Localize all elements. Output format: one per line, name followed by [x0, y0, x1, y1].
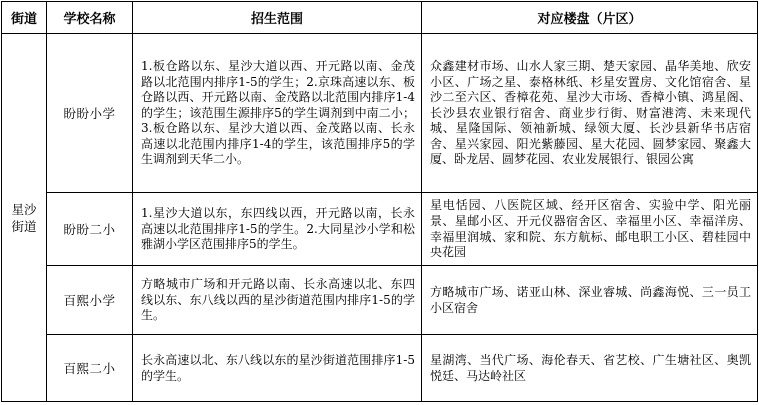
range-text: 长永高速以北、东八线以东的星沙街道范围排序1-5的学生。	[141, 352, 415, 383]
table-row	[2, 193, 758, 266]
estates-cell	[422, 266, 758, 335]
header-school: 学校名称	[47, 2, 133, 34]
estates-cell	[422, 335, 758, 402]
estates-text: 星湖湾、当代广场、海伦春天、省艺校、广生塘社区、奥凯悦廷、马达岭社区	[430, 352, 751, 383]
range-text: 方略城市广场和开元路以南、长永高速以北、东四线以东、东八线以西的星沙街道范围内排序1-5的学生。	[141, 277, 415, 323]
street-name: 星沙街道	[11, 201, 37, 234]
enrollment-table	[1, 1, 758, 402]
range-cell	[133, 266, 422, 335]
school-name: 百熙小学	[47, 266, 133, 335]
header-estates: 对应楼盘（片区）	[422, 2, 758, 34]
school-name: 百熙二小	[47, 335, 133, 402]
range-cell	[133, 335, 422, 402]
table-row	[2, 335, 758, 402]
estates-cell	[422, 193, 758, 266]
school-name: 盼盼小学	[47, 34, 133, 193]
street-cell	[2, 34, 47, 402]
table-row	[2, 34, 758, 193]
header-row	[2, 2, 758, 34]
estates-text: 众鑫建材市场、山水人家三期、楚天家园、晶华美地、欣安小区、广场之星、泰格林纸、杉星安置房、文化馆宿舍、星沙二至六区、香樟花苑、星沙大市场、香樟小镇、鸿星阁、长沙县农业银行宿舍、商业步行街、财富港湾、未来现代城、星隆国际、领袖新城、绿领大厦、长沙县新华书店宿舍、星兴家园、阳光紫藤园、星大花园、圆梦家园、聚鑫大厦、卧龙居、圆梦花园、农业发展银行、银园公寓	[430, 58, 751, 167]
school-name: 盼盼二小	[47, 193, 133, 266]
estates-cell	[422, 34, 758, 193]
range-cell	[133, 34, 422, 193]
header-range: 招生范围	[133, 2, 422, 34]
range-cell	[133, 193, 422, 266]
table-row	[2, 266, 758, 335]
range-text: 1.板仓路以东、星沙大道以西、开元路以南、金茂路以北范围内排序1-5的学生；2.京珠高速以东、板仓路以西、开元路以南、金茂路以北范围内排序1-4的学生；该范围生源排序5的学生调剂到中南二小；3.板仓路以东、星沙大道以西、金茂路以南、长永高速以北范围内排序1-4的学生，该范围排序5的学生调剂到天华二小。	[141, 58, 415, 167]
estates-text: 方略城市广场、诺亚山林、深业睿城、尚鑫海悦、三一员工小区宿舍	[430, 284, 751, 315]
header-street: 街道	[2, 2, 47, 34]
estates-text: 星电恬园、八医院区域、经开区宿舍、实验中学、阳光丽景、星邮小区、开元仪器宿舍区、幸福里小区、幸福洋房、幸福里润城、家和院、东方航标、邮电职工小区、碧桂园中央花园	[430, 198, 751, 260]
range-text: 1.星沙大道以东，东四线以西，开元路以南，长永高速以北范围排序1-5的学生。2.大同星沙小学和松雅湖小学区范围排序5的学生。	[141, 206, 415, 252]
